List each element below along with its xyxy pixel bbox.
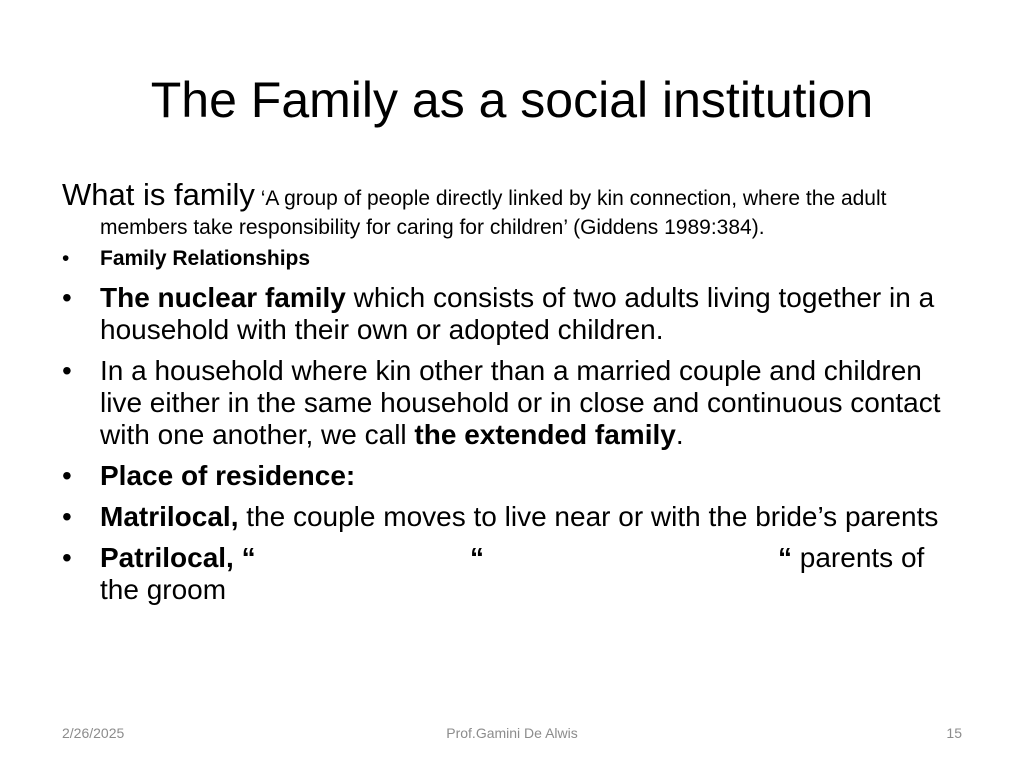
definition-quote: ‘A group of people directly linked by kin connection, where the adult members take responsibility for caring for children’ (Giddens 1989:384). bbox=[100, 187, 887, 239]
footer-page-number: 15 bbox=[946, 725, 962, 741]
list-item-extended-family bbox=[62, 355, 962, 451]
bullet-icon: • bbox=[62, 460, 72, 491]
bullet-icon: • bbox=[62, 501, 72, 532]
extended-family-end: . bbox=[675, 419, 684, 450]
bullet-icon: • bbox=[62, 355, 72, 386]
bullet-icon: • bbox=[62, 282, 72, 313]
list-item-patrilocal bbox=[62, 542, 962, 606]
matrilocal-text: the couple moves to live near or with the bride’s parents bbox=[238, 501, 939, 532]
ditto-mark: “ bbox=[470, 542, 484, 573]
patrilocal-text: parents of bbox=[792, 542, 925, 573]
list-item-matrilocal bbox=[62, 501, 962, 533]
slide-body bbox=[62, 177, 962, 606]
patrilocal-line-2: the groom bbox=[100, 574, 227, 605]
nuclear-family-text: which consists of two adults living together in a household with their own or adopted children. bbox=[100, 282, 935, 345]
definition-lead: What is family bbox=[62, 177, 255, 212]
bullet-icon: • bbox=[62, 247, 70, 270]
slide-title: The Family as a social institution bbox=[150, 72, 874, 128]
footer-author: Prof.Gamini De Alwis bbox=[446, 725, 578, 741]
patrilocal-tail bbox=[778, 542, 924, 574]
list-item-nuclear-family bbox=[62, 282, 962, 346]
definition-paragraph bbox=[62, 177, 962, 242]
bullet-icon: • bbox=[62, 542, 72, 573]
residence-label: Place of residence: bbox=[100, 460, 356, 491]
patrilocal-line-1 bbox=[100, 542, 962, 574]
patrilocal-term: Patrilocal, “ bbox=[100, 542, 256, 573]
relationships-label: Family Relationships bbox=[100, 247, 311, 270]
extended-family-term: the extended family bbox=[414, 419, 676, 450]
list-item-relationships bbox=[62, 245, 962, 273]
list-item-place-of-residence bbox=[62, 460, 962, 492]
footer-date: 2/26/2025 bbox=[62, 725, 125, 741]
ditto-mark: “ bbox=[778, 542, 792, 573]
matrilocal-term: Matrilocal, bbox=[100, 501, 239, 532]
extended-family-text: In a household where kin other than a married couple and children live either in the same household or in close and continuous contact with one another, we call bbox=[100, 355, 941, 450]
nuclear-family-term: The nuclear family bbox=[100, 282, 346, 313]
